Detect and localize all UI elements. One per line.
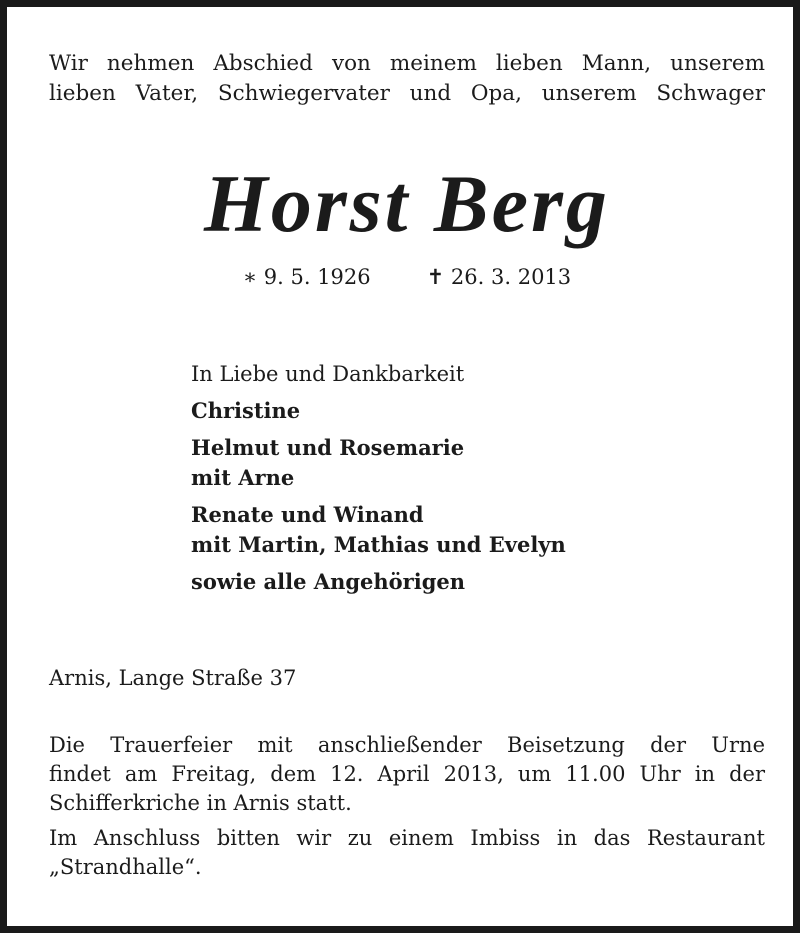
- deceased-name: Horst Berg: [204, 158, 610, 249]
- birth-date: ∗ 9. 5. 1926: [242, 265, 371, 289]
- mourner-name: sowie alle Angehörigen: [191, 569, 466, 594]
- mourner-name: Christine: [191, 398, 301, 423]
- intro-line: lieben Vater, Schwiegervater und Opa, unserem Schwager: [49, 81, 765, 106]
- family-address: Arnis, Lange Straße 37: [49, 666, 297, 690]
- intro-line: Wir nehmen Abschied von meinem lieben Mann, unserem: [49, 51, 765, 76]
- service-info: [49, 731, 765, 882]
- mourner-name: Helmut und Rosemarie: [191, 435, 465, 460]
- service-line: Die Trauerfeier mit anschließender Beisetzung der Urne: [49, 733, 765, 757]
- reception-paragraph: [49, 824, 765, 882]
- reception-line: „Strandhalle“.: [49, 855, 202, 879]
- service-paragraph: [49, 731, 765, 818]
- reception-line: Im Anschluss bitten wir zu einem Imbiss in das Restaurant: [49, 826, 765, 850]
- death-date: ✝ 26. 3. 2013: [426, 265, 572, 289]
- intro-text: [49, 49, 765, 109]
- mourner-name: mit Arne: [191, 465, 295, 490]
- service-line: findet am Freitag, dem 12. April 2013, um 11.00 Uhr in der: [49, 762, 765, 786]
- service-line: Schifferkriche in Arnis statt.: [49, 791, 352, 815]
- mourners-heading: In Liebe und Dankbarkeit: [191, 362, 465, 386]
- mourner-name: mit Martin, Mathias und Evelyn: [191, 532, 566, 557]
- mourners-list: [191, 359, 751, 597]
- mourner-name: Renate und Winand: [191, 502, 424, 527]
- life-dates: [7, 262, 800, 292]
